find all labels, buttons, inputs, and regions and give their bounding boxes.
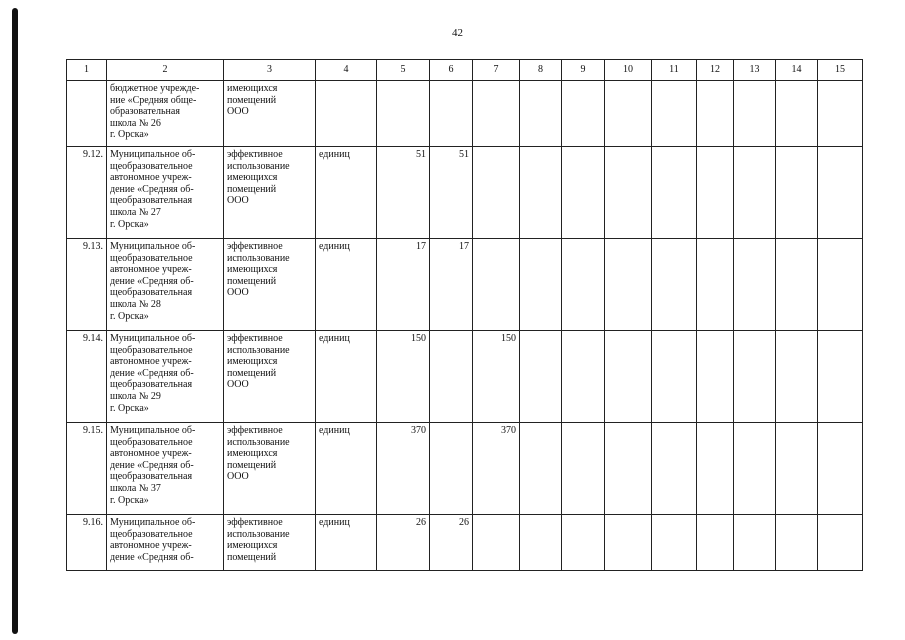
empty-col-9-cell <box>562 147 605 239</box>
institution-name-cell: Муниципальное об- щеобразовательное автономное учреж- дение «Средняя об- щеобразовательная школа № 28 г. Орска» <box>107 239 224 331</box>
value-col-6-cell: 26 <box>430 515 473 571</box>
empty-col-8-cell <box>520 423 562 515</box>
table-row <box>67 147 863 239</box>
empty-col-9-cell <box>562 331 605 423</box>
empty-col-12-cell <box>697 423 734 515</box>
empty-col-11-cell <box>652 147 697 239</box>
empty-col-11-cell <box>652 515 697 571</box>
column-header-7: 7 <box>473 60 520 81</box>
empty-col-10-cell <box>605 81 652 147</box>
value-col-7-cell <box>473 515 520 571</box>
empty-col-14-cell <box>776 239 818 331</box>
empty-col-10-cell <box>605 515 652 571</box>
empty-col-10-cell <box>605 147 652 239</box>
empty-col-12-cell <box>697 515 734 571</box>
column-header-2: 2 <box>107 60 224 81</box>
column-header-6: 6 <box>430 60 473 81</box>
table-row <box>67 515 863 571</box>
table-row <box>67 423 863 515</box>
empty-col-13-cell <box>734 331 776 423</box>
empty-col-13-cell <box>734 239 776 331</box>
table-row <box>67 331 863 423</box>
column-header-12: 12 <box>697 60 734 81</box>
row-code-cell: 9.15. <box>67 423 107 515</box>
data-table <box>66 59 863 571</box>
column-header-11: 11 <box>652 60 697 81</box>
unit-cell <box>316 81 377 147</box>
empty-col-8-cell <box>520 81 562 147</box>
unit-cell: единиц <box>316 147 377 239</box>
unit-cell: единиц <box>316 423 377 515</box>
empty-col-12-cell <box>697 81 734 147</box>
empty-col-14-cell <box>776 515 818 571</box>
empty-col-8-cell <box>520 515 562 571</box>
value-col-6-cell: 17 <box>430 239 473 331</box>
row-code-cell: 9.12. <box>67 147 107 239</box>
empty-col-11-cell <box>652 423 697 515</box>
empty-col-15-cell <box>818 331 863 423</box>
column-header-10: 10 <box>605 60 652 81</box>
empty-col-12-cell <box>697 331 734 423</box>
value-col-7-cell <box>473 239 520 331</box>
column-header-15: 15 <box>818 60 863 81</box>
empty-col-10-cell <box>605 239 652 331</box>
institution-name-cell: Муниципальное об- щеобразовательное автономное учреж- дение «Средняя об- <box>107 515 224 571</box>
empty-col-13-cell <box>734 515 776 571</box>
unit-cell: единиц <box>316 515 377 571</box>
row-code-cell: 9.16. <box>67 515 107 571</box>
empty-col-14-cell <box>776 331 818 423</box>
purpose-cell: имеющихся помещений ООО <box>224 81 316 147</box>
empty-col-8-cell <box>520 147 562 239</box>
value-col-6-cell <box>430 423 473 515</box>
value-col-6-cell <box>430 331 473 423</box>
value-col-5-cell: 17 <box>377 239 430 331</box>
page-number: 42 <box>452 27 463 39</box>
empty-col-15-cell <box>818 147 863 239</box>
empty-col-15-cell <box>818 423 863 515</box>
column-header-3: 3 <box>224 60 316 81</box>
row-code-cell: 9.13. <box>67 239 107 331</box>
purpose-cell: эффективное использование имеющихся помещений ООО <box>224 331 316 423</box>
column-header-1: 1 <box>67 60 107 81</box>
empty-col-13-cell <box>734 147 776 239</box>
purpose-cell: эффективное использование имеющихся помещений ООО <box>224 239 316 331</box>
row-code-cell: 9.14. <box>67 331 107 423</box>
empty-col-11-cell <box>652 81 697 147</box>
table-row <box>67 239 863 331</box>
empty-col-12-cell <box>697 239 734 331</box>
column-header-4: 4 <box>316 60 377 81</box>
unit-cell: единиц <box>316 331 377 423</box>
column-header-5: 5 <box>377 60 430 81</box>
empty-col-10-cell <box>605 423 652 515</box>
row-code-cell <box>67 81 107 147</box>
unit-cell: единиц <box>316 239 377 331</box>
value-col-5-cell: 150 <box>377 331 430 423</box>
empty-col-9-cell <box>562 81 605 147</box>
value-col-7-cell <box>473 81 520 147</box>
empty-col-12-cell <box>697 147 734 239</box>
value-col-7-cell: 370 <box>473 423 520 515</box>
empty-col-14-cell <box>776 423 818 515</box>
empty-col-13-cell <box>734 81 776 147</box>
value-col-7-cell <box>473 147 520 239</box>
value-col-6-cell: 51 <box>430 147 473 239</box>
purpose-cell: эффективное использование имеющихся помещений ООО <box>224 147 316 239</box>
binding-edge-bar <box>12 8 18 634</box>
empty-col-15-cell <box>818 81 863 147</box>
value-col-5-cell <box>377 81 430 147</box>
institution-name-cell: бюджетное учрежде- ние «Средняя обще- образовательная школа № 26 г. Орска» <box>107 81 224 147</box>
table-row <box>67 81 863 147</box>
empty-col-8-cell <box>520 239 562 331</box>
column-header-14: 14 <box>776 60 818 81</box>
value-col-7-cell: 150 <box>473 331 520 423</box>
purpose-cell: эффективное использование имеющихся помещений ООО <box>224 423 316 515</box>
institution-name-cell: Муниципальное об- щеобразовательное автономное учреж- дение «Средняя об- щеобразовательная школа № 37 г. Орска» <box>107 423 224 515</box>
empty-col-9-cell <box>562 239 605 331</box>
empty-col-9-cell <box>562 423 605 515</box>
empty-col-15-cell <box>818 515 863 571</box>
purpose-cell: эффективное использование имеющихся помещений <box>224 515 316 571</box>
value-col-5-cell: 26 <box>377 515 430 571</box>
empty-col-8-cell <box>520 331 562 423</box>
value-col-6-cell <box>430 81 473 147</box>
column-header-13: 13 <box>734 60 776 81</box>
column-header-8: 8 <box>520 60 562 81</box>
empty-col-10-cell <box>605 331 652 423</box>
value-col-5-cell: 51 <box>377 147 430 239</box>
institution-name-cell: Муниципальное об- щеобразовательное автономное учреж- дение «Средняя об- щеобразовательная школа № 27 г. Орска» <box>107 147 224 239</box>
empty-col-15-cell <box>818 239 863 331</box>
empty-col-11-cell <box>652 239 697 331</box>
institution-name-cell: Муниципальное об- щеобразовательное автономное учреж- дение «Средняя об- щеобразовательная школа № 29 г. Орска» <box>107 331 224 423</box>
value-col-5-cell: 370 <box>377 423 430 515</box>
column-header-9: 9 <box>562 60 605 81</box>
empty-col-14-cell <box>776 81 818 147</box>
empty-col-14-cell <box>776 147 818 239</box>
empty-col-13-cell <box>734 423 776 515</box>
empty-col-11-cell <box>652 331 697 423</box>
empty-col-9-cell <box>562 515 605 571</box>
table-header-row <box>67 60 863 81</box>
